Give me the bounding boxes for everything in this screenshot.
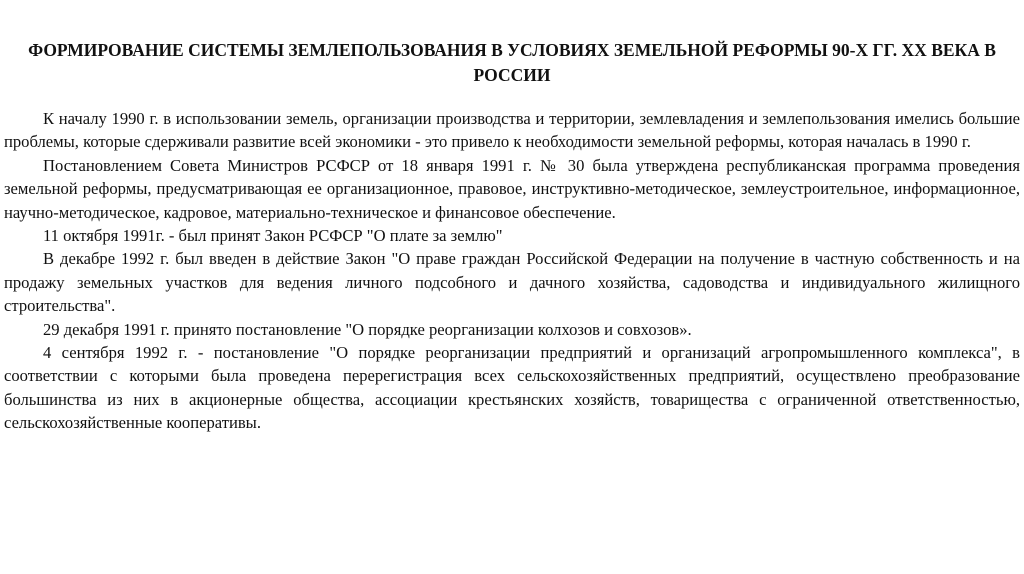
paragraph-1: К началу 1990 г. в использовании земель, организации производства и территории, землевладения и землепользования имелись большие проблемы, которые сдерживали развитие всей экономики - это привело к необходимости земельной реформы, которая началась в 1990 г. (4, 109, 1020, 152)
paragraph-2: Постановлением Совета Министров РСФСР от 18 января 1991 г. № 30 была утверждена республиканская программа проведения земельной реформы, предусматривающая ее организационное, правовое, инструктивно-методическое, землеустроительное, информационное, научно-методическое, кадровое, материально-техническое и финансовое обеспечение. (4, 155, 1020, 222)
document-body (4, 107, 1020, 435)
paragraph-4: В декабре 1992 г. был введен в действие Закон "О праве граждан Российской Федерации на получение в частную собственность и на продажу земельных участков для ведения личного подсобного и дачного хозяйства, садоводства и индивидуального жилищного строительства". (4, 249, 1020, 316)
paragraph-3: 11 октября 1991г. - был принят Закон РСФСР "О плате за землю" (43, 226, 503, 246)
document-page (4, 38, 1020, 435)
paragraph-6: 4 сентября 1992 г. - постановление "О порядке реорганизации предприятий и организаций агропромышленного комплекса", в соответствии с которыми была проведена перерегистрация всех сельскохозяйственных предприятий, осуществлено преобразование большинства из них в акционерные общества, ассоциации крестьянских хозяйств, товарищества с ограниченной ответственностью, сельскохозяйственные кооперативы. (4, 343, 1020, 433)
document-title: ФОРМИРОВАНИЕ СИСТЕМЫ ЗЕМЛЕПОЛЬЗОВАНИЯ В УСЛОВИЯХ ЗЕМЕЛЬНОЙ РЕФОРМЫ 90-Х ГГ. XX ВЕКА В РОССИИ (28, 40, 996, 85)
paragraph-5: 29 декабря 1991 г. принято постановление "О порядке реорганизации колхозов и совхозов». (43, 319, 692, 339)
